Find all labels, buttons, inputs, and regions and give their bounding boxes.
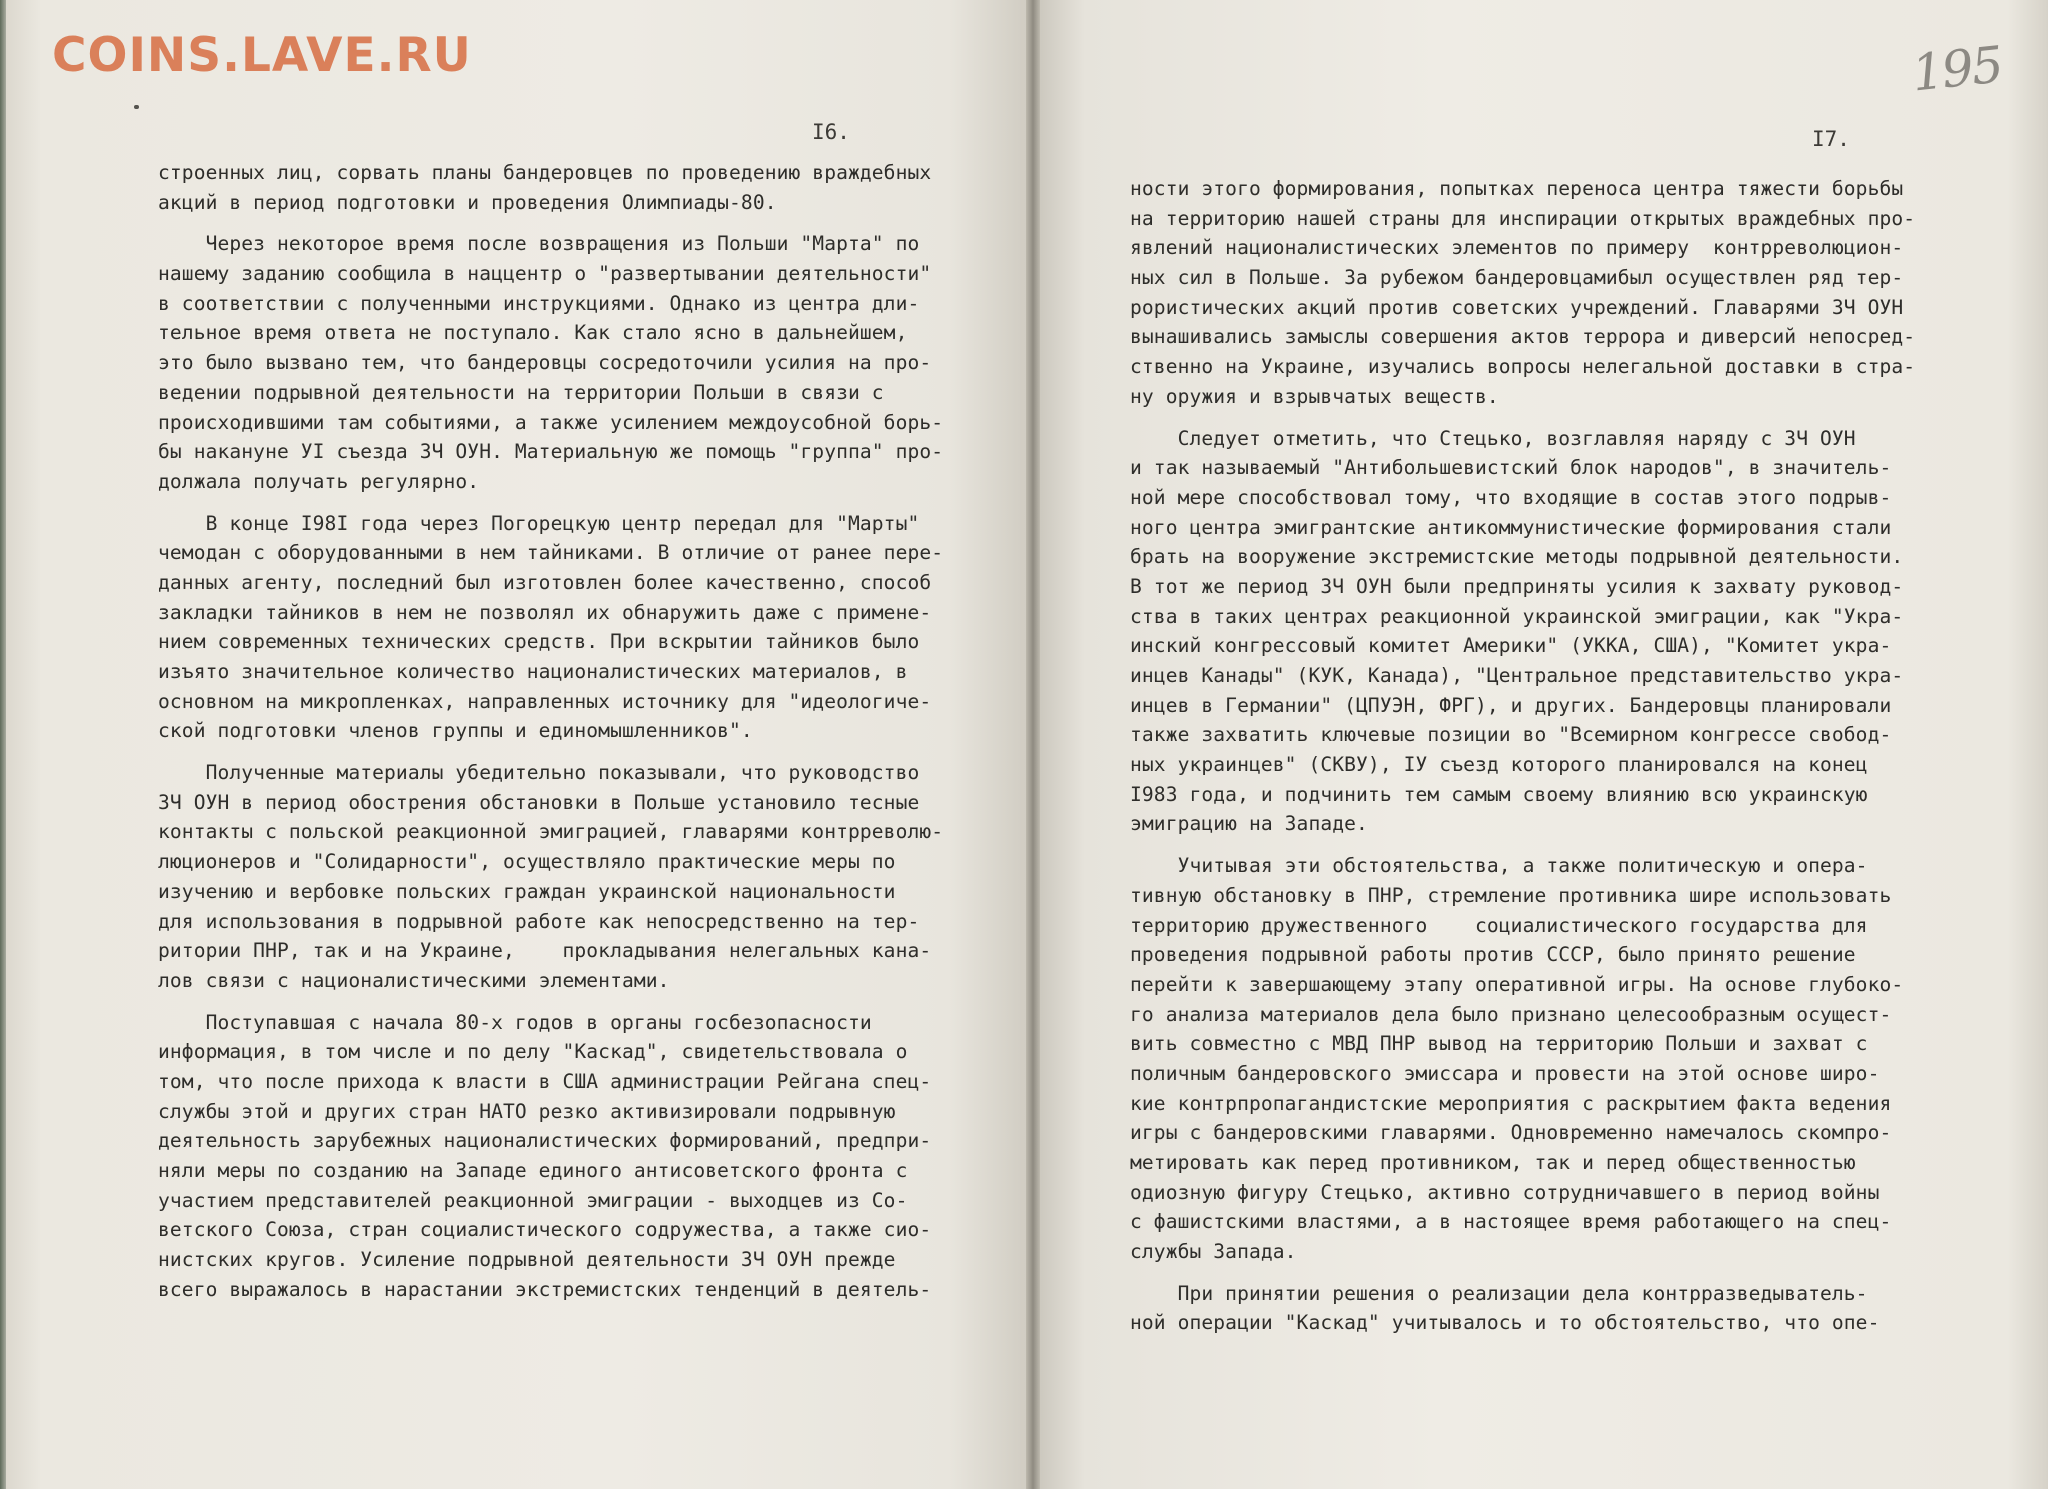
paragraph: [1130, 1279, 1915, 1338]
paragraph-gap: [1130, 412, 1915, 424]
text-line: изъято значительное количество националистических материалов, в: [158, 660, 908, 683]
text-line: контакты с польской реакционной эмиграцией, главарями контрреволю-: [158, 820, 944, 844]
paragraph-gap: [158, 217, 943, 229]
text-line: службы этой и других стран НАТО резко активизировали подрывную: [158, 1099, 896, 1123]
text-line: изучению и вербовке польских граждан украинской национальности: [158, 879, 896, 903]
left-page-number: I6.: [812, 120, 850, 144]
text-line: Поступавшая с начала 80-х годов в органы госбезопасности: [158, 1010, 872, 1034]
paragraph: [1130, 851, 1915, 1267]
paragraph: [158, 158, 943, 217]
paragraph: [158, 509, 943, 747]
text-line: няли меры по созданию на Западе единого антисоветского фронта с: [158, 1159, 908, 1182]
paragraph-gap: [1130, 1267, 1915, 1279]
text-line: и так называемый "Антибольшевистский блок народов", в значитель-: [1130, 456, 1892, 480]
text-line: службы Запада.: [1130, 1240, 1297, 1264]
text-line: территорию дружественного социалистического государства для: [1130, 913, 1868, 937]
text-line: одиозную фигуру Стецько, активно сотрудничавшего в период войны: [1130, 1180, 1880, 1204]
text-line: тивную обстановку в ПНР, стремление противника шире использовать: [1130, 883, 1892, 907]
text-line: го анализа материалов дела было признано целесообразным осущест-: [1130, 1002, 1892, 1026]
text-line: ных сил в Польше. За рубежом бандеровцамибыл осуществлен ряд тер-: [1130, 266, 1904, 290]
paragraph: [1130, 424, 1915, 840]
text-line: на территорию нашей страны для инспирации открытых враждебных про-: [1130, 206, 1916, 230]
paragraph-gap: [158, 497, 943, 509]
book-spine: [1026, 0, 1040, 1489]
text-line: нистских кругов. Усиление подрывной деятельности ЗЧ ОУН прежде: [158, 1248, 896, 1272]
text-line: Через некоторое время после возвращения из Польши "Марта" по: [158, 232, 920, 256]
text-line: явлений националистических элементов по примеру контрреволюцион-: [1130, 236, 1904, 260]
text-line: игры с бандеровскими главарями. Одновременно намечалось скомпро-: [1130, 1121, 1892, 1145]
text-line: ственно на Украине, изучались вопросы нелегальной доставки в стра-: [1130, 355, 1916, 379]
text-line: ритории ПНР, так и на Украине, прокладывания нелегальных кана-: [158, 939, 932, 963]
text-line: закладки тайников в нем не позволял их обнаружить даже с примене-: [158, 600, 932, 624]
paragraph-gap: [158, 996, 943, 1008]
text-line: перейти к завершающему этапу оперативной игры. На основе глубоко-: [1130, 972, 1904, 996]
text-line: инцев Канады" (КУК, Канада), "Центральное представительство укра-: [1130, 664, 1904, 687]
text-line: поличным бандеровского эмиссара и провести на этой основе широ-: [1130, 1061, 1880, 1085]
text-line: Учитывая эти обстоятельства, а также политическую и опера-: [1130, 854, 1868, 878]
text-line: для использования в подрывной работе как непосредственно на тер-: [158, 909, 920, 933]
text-line: брать на вооружение экстремистские методы подрывной деятельности.: [1130, 545, 1904, 569]
text-line: строенных лиц, сорвать планы бандеровцев по проведению враждебных: [158, 161, 932, 184]
text-line: ведении подрывной деятельности на территории Польши в связи с: [158, 380, 884, 404]
text-line: ных украинцев" (СКВУ), IУ съезд которого планировался на конец: [1130, 753, 1868, 777]
text-line: участием представителей реакционной эмиграции - выходцев из Со-: [158, 1188, 908, 1212]
left-page-text: [158, 158, 943, 1304]
text-line: должала получать регулярно.: [158, 469, 480, 493]
text-line: происходившими там событиями, а также усилением междоусобной борь-: [158, 410, 944, 434]
paragraph: [158, 758, 943, 996]
text-line: вить совместно с МВД ПНР вывод на территорию Польши и захват с: [1130, 1032, 1868, 1056]
text-line: В конце I98I года через Погорецкую центр передал для "Марты": [158, 511, 920, 535]
text-line: ной мере способствовал тому, что входящие в состав этого подрыв-: [1130, 485, 1892, 509]
text-line: деятельность зарубежных националистических формирований, предпри-: [158, 1129, 932, 1153]
paragraph: [158, 229, 943, 496]
cover-edge: [0, 0, 6, 1489]
text-line: с фашистскими властями, а в настоящее время работающего на спец-: [1130, 1210, 1892, 1234]
paragraph-gap: [158, 746, 943, 758]
text-line: ства в таких центрах реакционной украинской эмиграции, как "Укра-: [1130, 604, 1904, 628]
text-line: нием современных технических средств. При вскрытии тайников было: [158, 630, 920, 654]
paragraph: [158, 1008, 943, 1305]
text-line: тельное время ответа не поступало. Как стало ясно в дальнейшем,: [158, 321, 908, 345]
ink-speck: [134, 105, 139, 109]
text-line: лов связи с националистическими элементами.: [158, 968, 670, 992]
text-line: нашему заданию сообщила в наццентр о "развертывании деятельности": [158, 262, 932, 286]
paragraph: [1130, 174, 1915, 412]
text-line: инский конгрессовый комитет Америки" (УККА, США), "Комитет укра-: [1130, 634, 1892, 658]
text-line: метировать как перед противником, так и перед общественностью: [1130, 1151, 1856, 1174]
text-line: том, что после прихода к власти в США администрации Рейгана спец-: [158, 1069, 932, 1093]
text-line: основном на микропленках, направленных источнику для "идеологиче-: [158, 689, 932, 713]
text-line: рористических акций против советских учреждений. Главарями ЗЧ ОУН: [1130, 295, 1904, 319]
text-line: Следует отметить, что Стецько, возглавляя наряду с ЗЧ ОУН: [1130, 426, 1856, 450]
text-line: также захватить ключевые позиции во "Всемирном конгрессе свобод-: [1130, 723, 1892, 747]
text-line: ного центра эмигрантские антикоммунистические формирования стали: [1130, 515, 1892, 539]
text-line: люционеров и "Солидарности", осуществляло практические меры по: [158, 850, 896, 874]
text-line: вынашивались замыслы совершения актов террора и диверсий непосред-: [1130, 325, 1916, 349]
text-line: ности этого формирования, попытках переноса центра тяжести борьбы: [1130, 177, 1904, 200]
handwritten-page-number: 195: [1909, 35, 2005, 103]
text-line: I983 года, и подчинить тем самым своему влиянию всю украинскую: [1130, 782, 1868, 806]
text-line: информация, в том числе и по делу "Каскад", свидетельствовала о: [158, 1040, 908, 1064]
text-line: бы накануне УI съезда ЗЧ ОУН. Материальную же помощь "группа" про-: [158, 440, 944, 464]
text-line: ской подготовки членов группы и единомышленников".: [158, 719, 753, 743]
watermark: COINS.LAVE.RU: [52, 28, 472, 83]
text-line: проведения подрывной работы против СССР, было принято решение: [1130, 943, 1856, 967]
text-line: инцев в Германии" (ЦПУЭН, ФРГ), и других. Бандеровцы планировали: [1130, 693, 1892, 717]
text-line: в соответствии с полученными инструкциями. Однако из центра дли-: [158, 291, 920, 315]
text-line: При принятии решения о реализации дела контрразведыватель-: [1130, 1281, 1868, 1305]
text-line: ветского Союза, стран социалистического содружества, а также сио-: [158, 1218, 932, 1242]
text-line: чемодан с оборудованными в нем тайниками. В отличие от ранее пере-: [158, 541, 944, 565]
text-line: всего выражалось в нарастании экстремистских тенденций в деятель-: [158, 1277, 932, 1301]
text-line: ЗЧ ОУН в период обострения обстановки в Польше установило тесные: [158, 790, 920, 814]
text-line: В тот же период ЗЧ ОУН были предприняты усилия к захвату руковод-: [1130, 574, 1904, 598]
text-line: данных агенту, последний был изготовлен более качественно, способ: [158, 570, 932, 594]
paragraph-gap: [1130, 839, 1915, 851]
text-line: кие контрпропагандистские мероприятия с раскрытием факта ведения: [1130, 1091, 1892, 1115]
text-line: ной операции "Каскад" учитывалось и то обстоятельство, что опе-: [1130, 1311, 1880, 1335]
text-line: эмиграцию на Западе.: [1130, 812, 1368, 836]
text-line: Полученные материалы убедительно показывали, что руководство: [158, 761, 920, 785]
text-line: акций в период подготовки и проведения Олимпиады-80.: [158, 190, 777, 214]
right-page-number: I7.: [1812, 127, 1850, 151]
text-line: ну оружия и взрывчатых веществ.: [1130, 384, 1499, 408]
text-line: это было вызвано тем, что бандеровцы сосредоточили усилия на про-: [158, 351, 932, 375]
right-page-text: [1130, 174, 1915, 1338]
